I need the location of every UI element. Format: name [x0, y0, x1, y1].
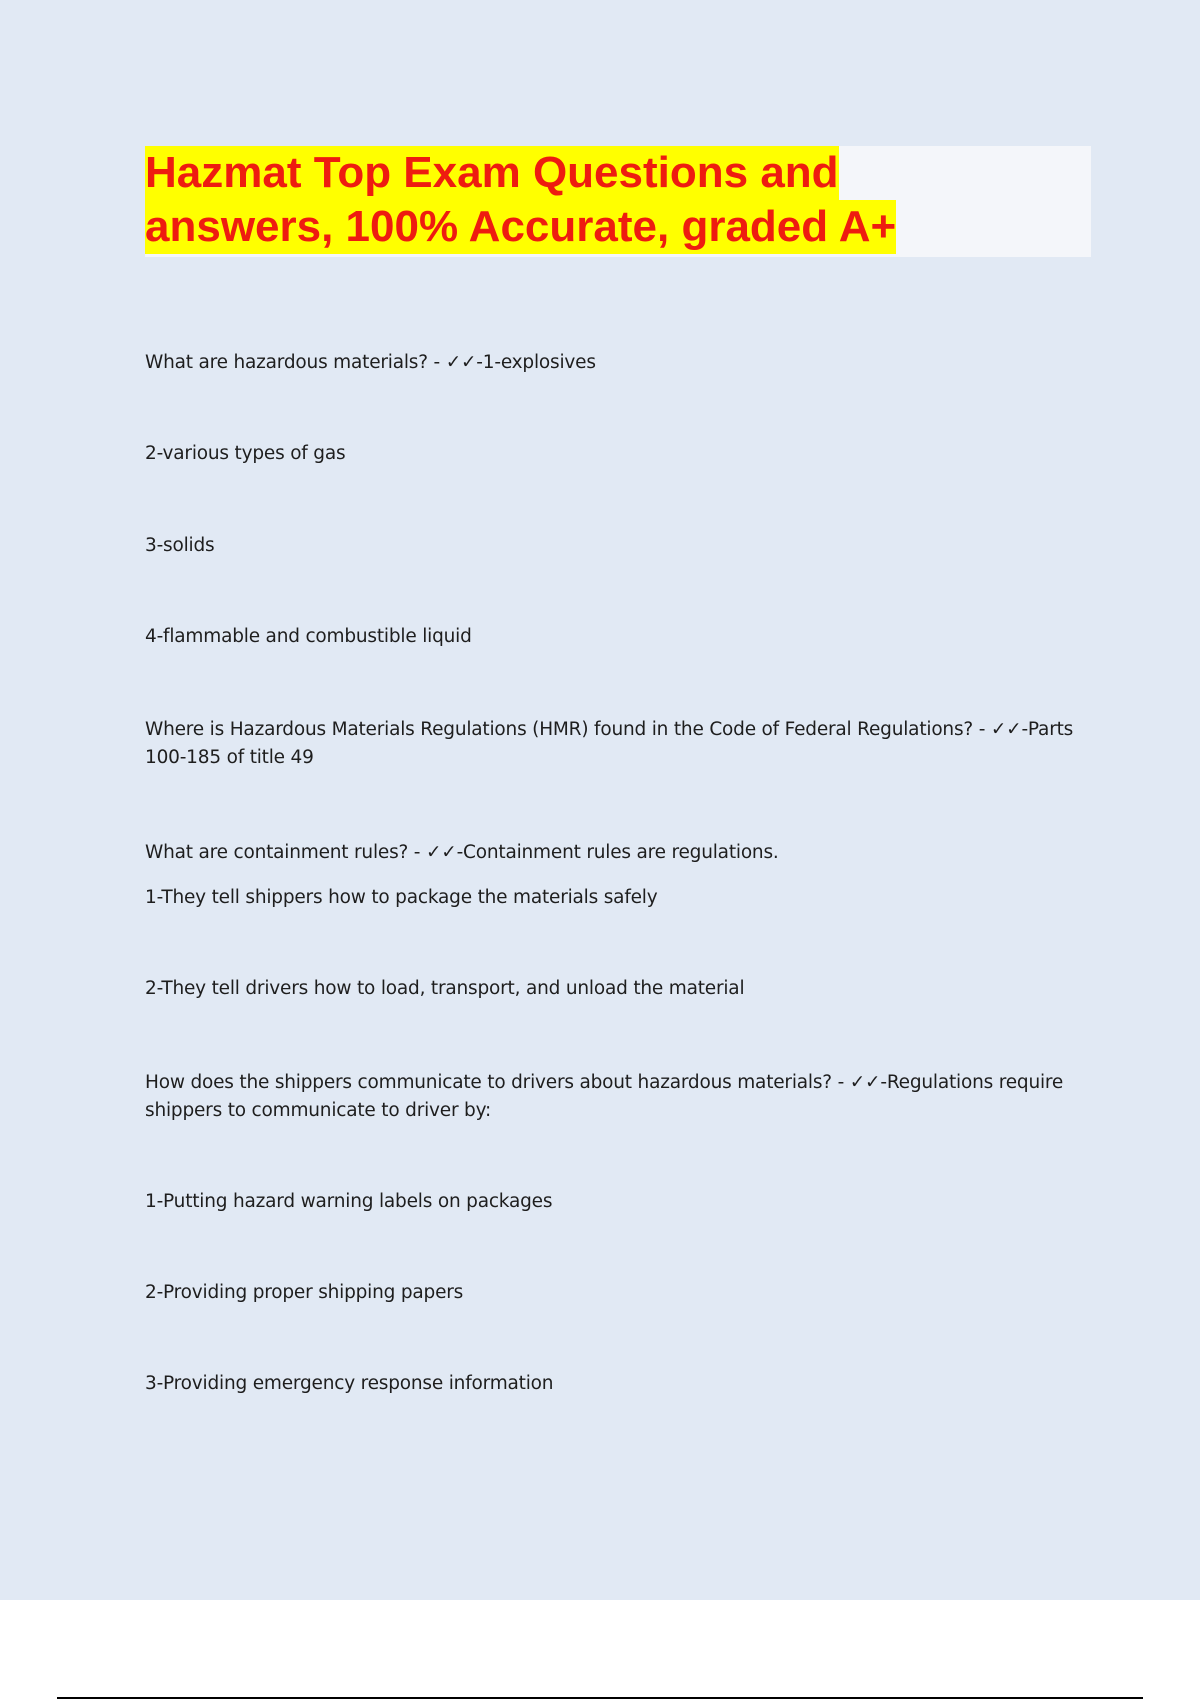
- document-title-line-1: Hazmat Top Exam Questions and: [145, 146, 839, 200]
- footer-rule: [57, 1697, 1143, 1699]
- answer-item-shipping-papers: 2-Providing proper shipping papers: [145, 1282, 464, 1303]
- answer-item-load-transport: 2-They tell drivers how to load, transport, and unload the material: [145, 978, 745, 999]
- answer-item-warning-labels: 1-Putting hazard warning labels on packages: [145, 1191, 553, 1212]
- question-hmr-location: Where is Hazardous Materials Regulations (HMR) found in the Code of Federal Regulations? - ✓✓-Parts 100-185 of title 49: [145, 719, 1074, 768]
- question-hazardous-materials: What are hazardous materials? - ✓✓-1-explosives: [145, 352, 596, 373]
- question-shipper-communication: How does the shippers communicate to drivers about hazardous materials? - ✓✓-Regulations require shippers to communicate to driver by:: [145, 1072, 1064, 1121]
- answer-item-flammable-liquid: 4-flammable and combustible liquid: [145, 626, 472, 647]
- document-title-line-2: answers, 100% Accurate, graded A+: [145, 200, 896, 254]
- answer-item-gas: 2-various types of gas: [145, 443, 346, 464]
- answer-item-emergency-info: 3-Providing emergency response information: [145, 1373, 554, 1394]
- answer-item-solids: 3-solids: [145, 535, 215, 556]
- question-containment-rules: What are containment rules? - ✓✓-Containment rules are regulations.: [145, 842, 779, 863]
- answer-item-package-safely: 1-They tell shippers how to package the materials safely: [145, 887, 658, 908]
